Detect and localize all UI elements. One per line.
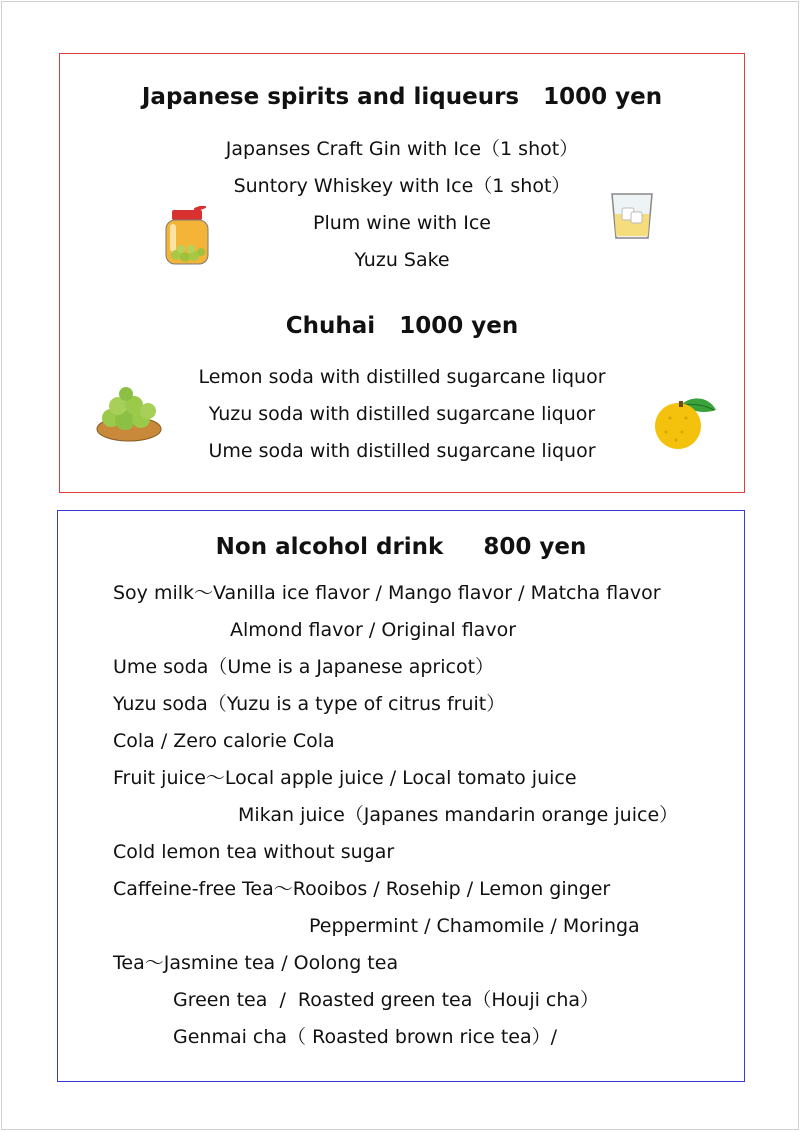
green-plums-icon: [95, 387, 163, 443]
chuhai-item: Lemon soda with distilled sugarcane liquor: [198, 366, 606, 388]
chuhai-item: Yuzu soda with distilled sugarcane liquor: [208, 403, 596, 425]
drink-line: Cola / Zero calorie Cola: [113, 730, 335, 752]
drink-line: Yuzu soda（Yuzu is a type of citrus fruit）: [113, 693, 506, 715]
drink-line: Soy milk～Vanilla ice flavor / Mango flavor / Matcha flavor: [113, 582, 661, 604]
drink-line: Cold lemon tea without sugar: [113, 841, 395, 863]
drink-line: Ume soda（Ume is a Japanese apricot）: [113, 656, 495, 678]
umeshu-jar-icon: [162, 206, 212, 268]
spirits-item: Suntory Whiskey with Ice（1 shot）: [233, 175, 571, 197]
alcohol-section: [59, 53, 745, 493]
drink-line: Genmai cha（ Roasted brown rice tea）/: [173, 1026, 557, 1048]
chuhai-item: Ume soda with distilled sugarcane liquor: [208, 440, 596, 462]
non-alcohol-heading: Non alcohol drink 800 yen: [215, 534, 587, 560]
drink-line: Peppermint / Chamomile / Moringa: [309, 915, 640, 937]
drink-line: Green tea / Roasted green tea（Houji cha）: [173, 989, 600, 1011]
whiskey-glass-icon: [608, 190, 656, 242]
spirits-item: Japanses Craft Gin with Ice（1 shot）: [225, 138, 579, 160]
chuhai-heading: Chuhai 1000 yen: [285, 313, 519, 339]
drink-line: Fruit juice～Local apple juice / Local tomato juice: [113, 767, 577, 789]
spirits-heading: Japanese spirits and liqueurs 1000 yen: [141, 84, 663, 110]
drink-line: Tea～Jasmine tea / Oolong tea: [113, 952, 399, 974]
non-alcohol-section: [57, 510, 745, 1082]
drink-line: Almond flavor / Original flavor: [230, 619, 517, 641]
spirits-item: Plum wine with Ice: [312, 212, 491, 234]
spirits-item: Yuzu Sake: [354, 249, 450, 271]
drink-line: Mikan juice（Japanes mandarin orange juice）: [238, 804, 679, 826]
yuzu-fruit-icon: [652, 396, 718, 450]
drink-line: Caffeine-free Tea～Rooibos / Rosehip / Lemon ginger: [113, 878, 611, 900]
